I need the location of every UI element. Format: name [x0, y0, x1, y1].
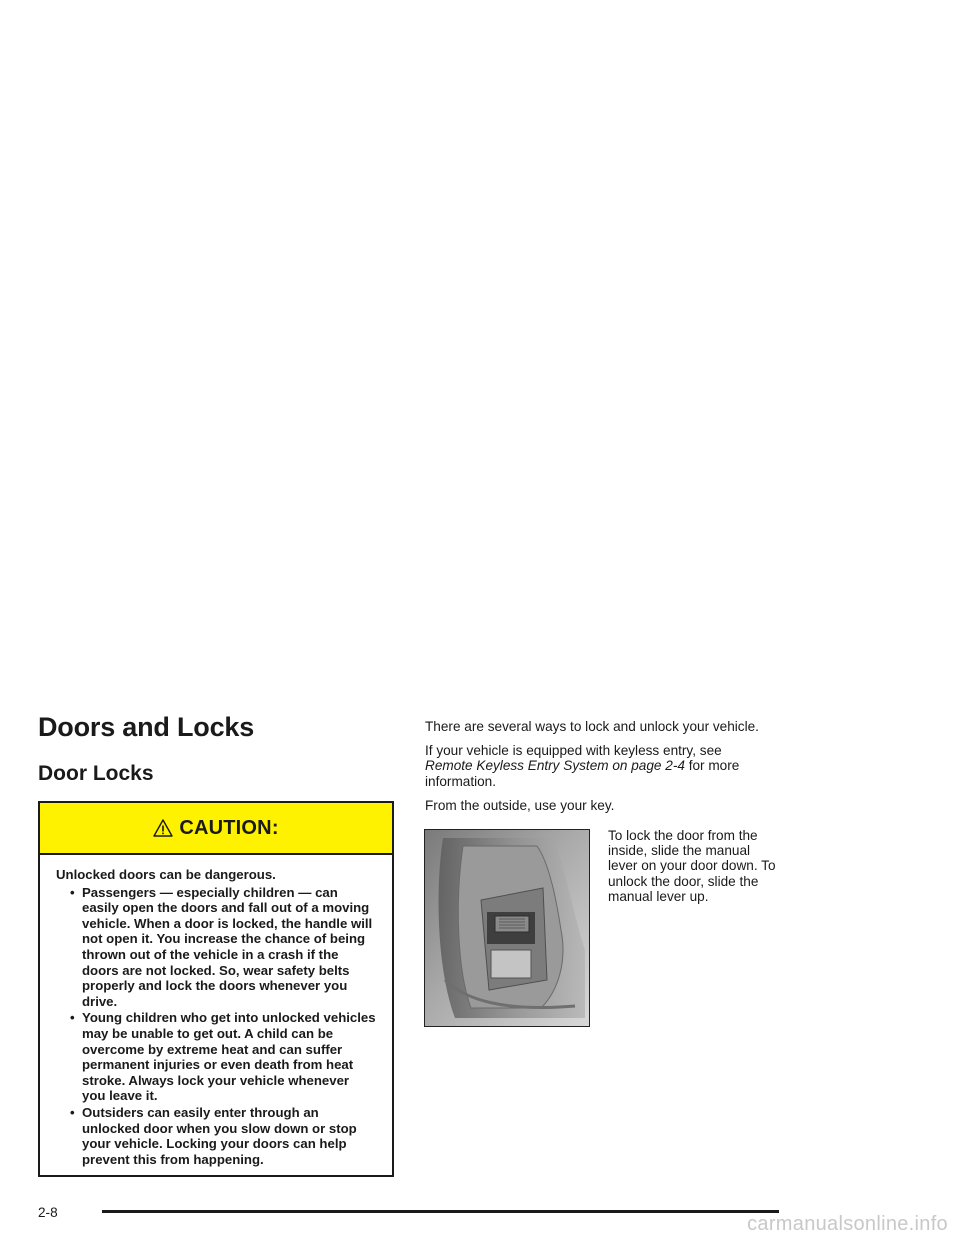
figure-caption: To lock the door from the inside, slide the manual lever on your door down. To unlock the door, slide the manual lever up. [608, 828, 776, 904]
subsection-title: Door Locks [38, 762, 154, 785]
caution-header [40, 803, 392, 855]
watermark: carmanualsonline.info [747, 1213, 948, 1235]
caution-lead: Unlocked doors can be dangerous. [56, 867, 276, 882]
keyless-text-end: for more information. [425, 758, 740, 789]
body-text-column [425, 719, 775, 822]
door-lock-lever-illustration [424, 829, 590, 1027]
keyless-entry-xref-link[interactable]: Remote Keyless Entry System on page 2-4 [425, 758, 685, 774]
caution-item: • Passengers — especially children — can easily open the doors and fall out of a moving vehicle. When a door is locked, the handle will not open it. You increase the chance of being thrown out of the vehicle in a crash if the doors are not locked. So, wear safety belts properly and lock the doors whenever you drive. [70, 885, 376, 1010]
caution-list [56, 885, 376, 1168]
outside-paragraph: From the outside, use your key. [425, 797, 615, 813]
caution-item: • Young children who get into unlocked vehicles may be unable to get out. A child can be overcome by extreme heat and can suffer permanent injuries or even death from heat stroke. Always lock your vehicle whenever you leave it. [70, 1010, 376, 1104]
caution-body [40, 855, 392, 1167]
caution-item: • Outsiders can easily enter through an unlocked door when you slow down or stop your vehicle. Locking your doors can help prevent this from happening. [70, 1105, 376, 1167]
intro-paragraph: There are several ways to lock and unlock your vehicle. [425, 719, 759, 734]
keyless-paragraph [425, 743, 775, 789]
caution-title: CAUTION: [179, 816, 279, 839]
section-title: Doors and Locks [38, 712, 255, 742]
caution-box [38, 801, 394, 1177]
page-number: 2-8 [38, 1205, 58, 1220]
door-lever-drawing [425, 830, 590, 1027]
keyless-text: If your vehicle is equipped with keyless entry, see [425, 743, 722, 759]
footer-rule [102, 1210, 779, 1213]
warning-triangle-icon [153, 818, 173, 838]
